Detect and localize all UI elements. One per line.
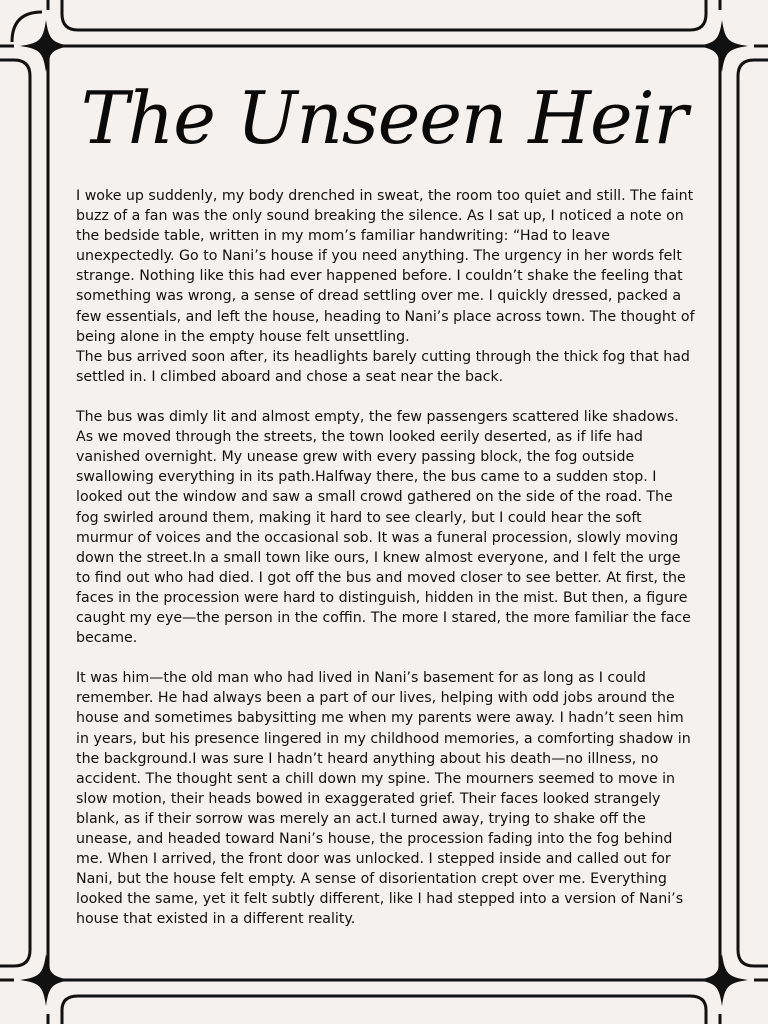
top-strip: [62, 0, 706, 30]
story-body: [76, 186, 696, 950]
page-title: The Unseen Heir: [80, 76, 688, 160]
right-strip: [738, 60, 768, 966]
paragraph: The bus was dimly lit and almost empty, the few passengers scattered like shadows. As we moved through the streets, the town looked eerily deserted, as if life had vanished overnight. My unease grew with every passing block, the fog outside swallowing everything in its path.Halfway there, the bus came to a sudden stop. I looked out the window and saw a small crowd gathered on the side of the road. The fog swirled around them, making it hard to see clearly, but I could hear the soft murmur of voices and the occasional sob. It was a funeral procession, slowly moving down the street.In a small town like ours, I knew almost everyone, and I felt the urge to find out who had died. I got off the bus and moved closer to see better. At first, the faces in the procession were hard to distinguish, hidden in the mist. But then, a figure caught my eye—the person in the coffin. The more I stared, the more familiar the face became.: [76, 409, 691, 647]
left-strip: [0, 60, 30, 966]
paragraph: It was him—the old man who had lived in Nani’s basement for as long as I could remember. He had always been a part of our lives, helping with odd jobs around the house and sometimes babysitting me when my parents were away. I hadn’t seen him in years, but his presence lingered in my childhood memories, a comforting shadow in the background.I was sure I hadn’t heard anything about his death—no illness, no accident. The thought sent a chill down my spine. The mourners seemed to move in slow motion, their heads bowed in exaggerated grief. Their faces looked strangely blank, as if their sorrow was merely an act.I turned away, trying to shake off the unease, and headed toward Nani’s house, the procession fading into the fog behind me. When I arrived, the front door was unlocked. I stepped inside and called out for Nani, but the house felt empty. A sense of disorientation crept over me. Everything looked the same, yet it felt subtly different, like I had stepped into a version of Nani’s house that existed in a different reality.: [76, 670, 691, 928]
bottom-strip: [62, 996, 706, 1024]
paragraph: I woke up suddenly, my body drenched in sweat, the room too quiet and still. The faint buzz of a fan was the only sound breaking the silence. As I sat up, I noticed a note on the bedside table, written in my mom’s familiar handwriting: “Had to leave unexpectedly. Go to Nani’s house if you need anything. The urgency in her words felt strange. Nothing like this had ever happened before. I couldn’t shake the feeling that something was wrong, a sense of dread settling over me. I quickly dressed, packed a few essentials, and left the house, heading to Nani’s place across town. The thought of being alone in the empty house felt unsettling. The bus arrived soon after, its headlights barely cutting through the thick fog that had settled in. I climbed aboard and chose a seat near the back.: [76, 188, 695, 385]
